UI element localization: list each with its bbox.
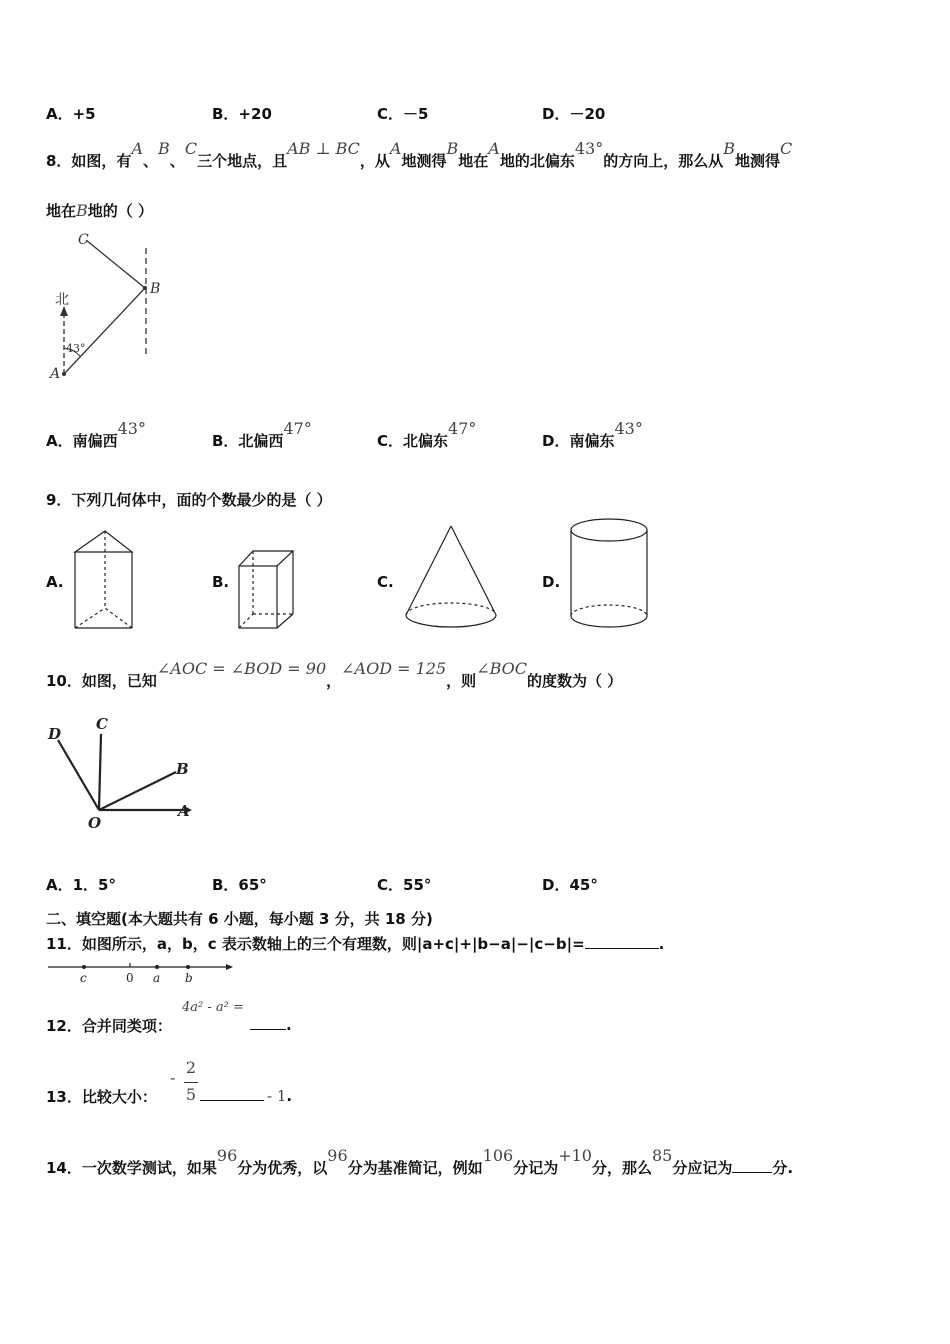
q9-option-c-label: C. xyxy=(377,573,394,591)
q10-stem: 10．如图，已知∠AOC = ∠BOD = 90，∠AOD = 125，则∠BOC的度数为（ ） xyxy=(46,659,623,690)
triangular-prism-figure xyxy=(72,528,136,634)
q8-label-north: 北 xyxy=(55,292,69,308)
q13-answer-blank[interactable] xyxy=(200,1086,264,1101)
q11-axis-zero: 0 xyxy=(126,971,134,985)
q14-answer-blank[interactable] xyxy=(732,1158,772,1173)
q10-label-b: B xyxy=(176,760,189,778)
q8-label-c: C xyxy=(78,232,89,248)
q10-option-c: C．55° xyxy=(377,876,432,894)
cylinder-figure xyxy=(567,516,651,636)
q7-option-c: C．－5 xyxy=(377,105,429,123)
q12-stem: 12．合并同类项： xyxy=(46,1017,172,1035)
q8-point-a xyxy=(62,372,66,376)
q13-fraction-bar xyxy=(184,1082,198,1083)
q8-option-d: D．南偏东43° xyxy=(542,419,643,450)
q14-stem: 14．一次数学测试，如果96分为优秀，以96分为基准简记，例如106分记为+10分，那么85分应记为 分. xyxy=(46,1146,794,1177)
q10-label-d: D xyxy=(48,725,62,743)
q8-stem-line2: 地在B地的（ ） xyxy=(46,201,154,220)
q10-label-a: A xyxy=(178,802,190,820)
q10-option-a: A．1．5° xyxy=(46,876,116,894)
q8-line-cb xyxy=(86,240,145,288)
q10-option-d: D．45° xyxy=(542,876,598,894)
q8-option-c: C．北偏东47° xyxy=(377,419,477,450)
q12-expression: 4a² - a² = xyxy=(182,1000,244,1015)
q7-option-b: B．+20 xyxy=(212,105,272,123)
q11-stem: 11．如图所示，a，b，c 表示数轴上的三个有理数，则|a+c|+|b−a|−|c−b|= . xyxy=(46,935,665,953)
q9-option-d-label: D. xyxy=(542,573,561,591)
q8-option-b: B．北偏西47° xyxy=(212,419,312,450)
section-2-heading: 二、填空题(本大题共有 6 小题，每小题 3 分，共 18 分) xyxy=(46,910,433,928)
cuboid-figure xyxy=(236,548,298,634)
q13-minus: - xyxy=(170,1068,176,1087)
q10-angle-figure xyxy=(44,712,204,837)
q11-answer-blank[interactable] xyxy=(585,934,659,949)
q13-numerator: 2 xyxy=(185,1058,197,1077)
q10-label-o: O xyxy=(88,814,102,832)
q12-answer: . xyxy=(250,1015,292,1034)
q8-label-angle: 43° xyxy=(66,342,86,355)
q8-option-a: A．南偏西43° xyxy=(46,419,146,450)
q8-point-b xyxy=(143,286,147,290)
q11-axis-a: a xyxy=(153,971,161,985)
q9-stem: 9．下列几何体中，面的个数最少的是（ ） xyxy=(46,491,332,509)
q11-number-line xyxy=(46,958,236,986)
q13-denominator: 5 xyxy=(185,1085,197,1104)
cone-figure xyxy=(402,523,500,633)
q9-option-a-label: A. xyxy=(46,573,64,591)
q8-label-b: B xyxy=(150,281,161,297)
q7-option-d: D．－20 xyxy=(542,105,606,123)
q13-answer: - 1. xyxy=(200,1086,292,1105)
q8-stem: 8．如图，有A、B、C三个地点，且AB ⊥ BC，从A地测得B地在A地的北偏东43°的方向上，那么从B地测得C xyxy=(46,139,793,170)
q9-option-b-label: B. xyxy=(212,573,230,591)
q7-option-a: A．+5 xyxy=(46,105,96,123)
q10-label-c: C xyxy=(96,715,108,733)
q8-figure xyxy=(46,228,176,388)
q12-answer-blank[interactable] xyxy=(250,1015,286,1030)
q10-option-b: B．65° xyxy=(212,876,267,894)
q11-axis-c: c xyxy=(80,971,87,985)
q13-stem: 13．比较大小： xyxy=(46,1088,157,1106)
q8-label-a: A xyxy=(50,366,61,382)
q8-line-ab xyxy=(64,288,145,374)
q11-axis-b: b xyxy=(185,971,193,985)
